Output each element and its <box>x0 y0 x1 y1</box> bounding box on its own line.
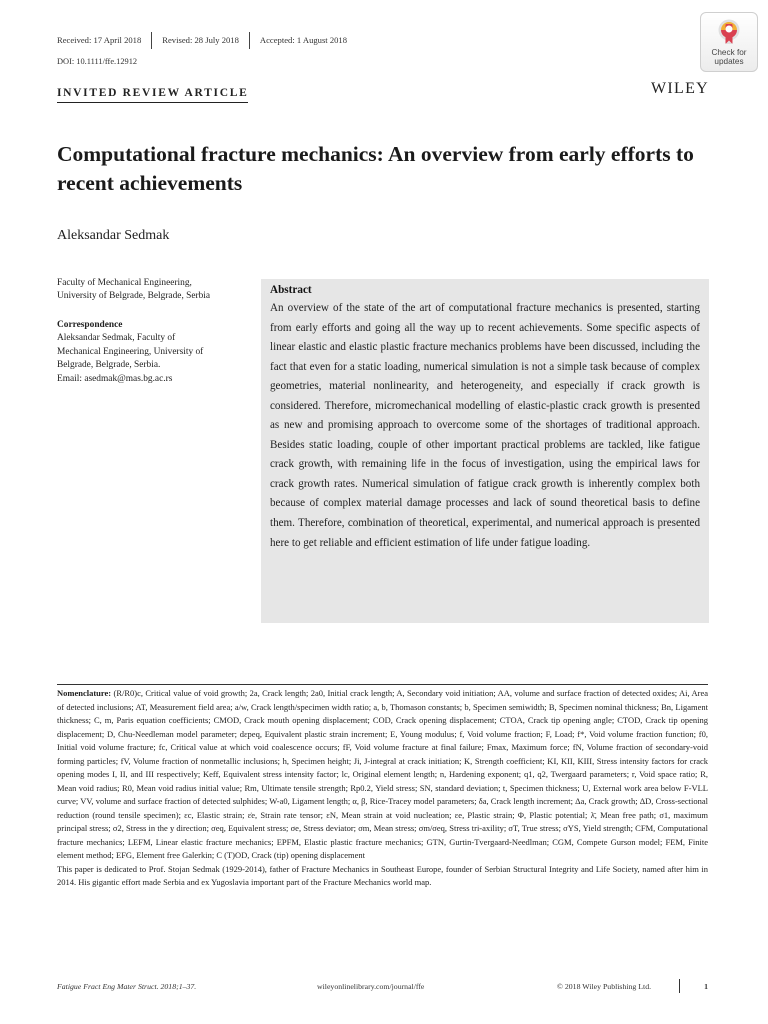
correspondence <box>57 319 249 386</box>
check-for-updates-button[interactable] <box>700 12 758 72</box>
nomenclature-text: (R/R0)c, Critical value of void growth; 2a, Crack length; 2a0, Initial crack length; A, Secondary void initiation; AA, volume and surface fraction of detected oxides; Ai, Area of detected inclusions; AT, Measurement field area; a/w, Crack length/specimen width ratio; a, b, Thomason constants; b, Specimen semiwidth; B, Specimen nominal thickness; Bn, Ligament thickness; C, m, Paris equation coefficients; CMOD, Crack mouth opening displacement; COD, Crack opening displacement; CTOA, Crack tip opening angle; CTOD, Crack tip opening displacement; D, Chu-Needleman model parameter; dεpeq, Equivalent plastic strain increment; E, Young modulus; f, Void volume fraction; F, Load; f*, Void volume fraction function; f0, Initial void volume fracture; fc, Critical value at which void coalescence occurs; fF, Void volume fracture at final failure; Fmax, Maximum force; fN, Volume fraction of secondary-void forming particles; fV, Volume fraction of nonmetallic inclusions; h, Specimen height; Ji, J-integral at crack initiation; K, Strength coefficient; KI, KII, KIII, Stress intensity factors for crack opening modes I, II, and III respectively; Keff, Equivalent stress intensity factor; lc, Original element length; n, Hardening exponent; q1, q2, Twergaard parameters; r, Void space ratio; R, Mean void radius; R0, Mean void radius initial value; Rm, Ultimate tensile strength; Rp0.2, Yield stress; SN, standard deviation; t, Specimen thickness; U, External work area below F-VLL curve; VV, volume and surface fraction of detected sulphides; W-a0, Ligament length; α, β, Rice-Tracey model parameters; δa, Crack length increment; Δa, Crack growth; ΔD, Cross-sectional reduction (round tensile specimen); εc, Elastic strain; ε̇e, Strain rate tensor; εN, Mean strain at void nucleation; εe, Plastic strain; Φ, Plastic potential; λ̄, Mean free path; σ1, maximum principal stress; σ2, Stress in the y direction; σeq, Equivalent stress; σe, Stress deviator; σm, Mean stress; σm/σeq, Stress tri-axility; σT, True stress; σYS, Yield strength; CFM, Computational fracture mechanics; LEFM, Linear elastic fracture mechanics; EPFM, Elastic plastic fracture mechanics; GTN, Gurtin-Tvergaard-Needlman; CGM, Compete Gurson model; FEM, Finite element method; EFG, Element free Galerkin; C (T)OD, Crack (tip) opening displacement <box>57 688 709 860</box>
author-name[interactable]: Aleksandar Sedmak <box>57 228 170 243</box>
publisher-logo: WILEY <box>650 80 709 97</box>
dedication-text: This paper is dedicated to Prof. Stojan Sedmak (1929-2014), father of Fracture Mechanics in Southeast Europe, founder of Serbian Structural Integrity and Life Society, named after him in 2014. His gigantic effort made Serbia and ex Yugoslavia important part of the Fracture Mechanics world map. <box>57 863 708 887</box>
nomenclature-paragraph <box>57 687 708 863</box>
footer-divider <box>679 979 680 993</box>
doi-link[interactable]: DOI: 10.1111/ffe.12912 <box>57 57 138 66</box>
abstract-text: An overview of the state of the art of computational fracture mechanics is presented, starting from early efforts and going all the way up to recent achievements. Some specific aspects of linear elastic and elastic plastic fracture mechanics problems have been discussed, including the fact that even for a static loading, numerical simulation is not a simple task because of complex geometries, material nonlinearity, and heterogeneity, and especially if crack growth is considered. Therefore, micromechanical modelling of elastic-plastic crack growth is presented as new and promising approach to overcome some of the shortages of traditional approach. Besides static loading, couple of other important practical problems are tackled, like fatigue crack growth, with remaining life in the focus of investigation, using the empirical laws for crack growth rates. Numerical simulation of fatigue crack growth is inherently complex both because of complex material damage processes and lack of sound theoretical basis to define them. Therefore, combination of theoretical, experimental, and numerical approach is presented here to get reliable and efficient estimation of life under fatigue loading. <box>270 302 700 549</box>
abstract-box <box>261 279 709 623</box>
check-updates-line2: updates <box>714 57 744 66</box>
revised-date: Revised: 28 July 2018 <box>151 32 249 49</box>
article-dates <box>57 32 357 49</box>
correspondence-line: Belgrade, Belgrade, Serbia. <box>57 360 161 371</box>
correspondence-email[interactable]: Email: asedmak@mas.bg.ac.rs <box>57 373 173 384</box>
article-type-label: INVITED REVIEW ARTICLE <box>57 87 248 103</box>
accepted-date: Accepted: 1 August 2018 <box>249 32 357 49</box>
nomenclature-section <box>57 684 708 890</box>
correspondence-line: Aleksandar Sedmak, Faculty of <box>57 333 176 344</box>
correspondence-heading: Correspondence <box>57 320 123 330</box>
affiliation <box>57 277 247 304</box>
copyright-notice: © 2018 Wiley Publishing Ltd. <box>557 982 652 991</box>
article-title: Computational fracture mechanics: An overview from early efforts to recent achievements <box>57 142 694 195</box>
abstract-heading: Abstract <box>270 284 312 296</box>
journal-url[interactable]: wileyonlinelibrary.com/journal/ffe <box>317 982 425 991</box>
affiliation-line: University of Belgrade, Belgrade, Serbia <box>57 291 211 302</box>
page-number: 1 <box>704 982 708 991</box>
correspondence-line: Mechanical Engineering, University of <box>57 346 204 357</box>
affiliation-line: Faculty of Mechanical Engineering, <box>57 278 192 288</box>
crossmark-icon <box>717 18 741 46</box>
received-date: Received: 17 April 2018 <box>57 35 142 45</box>
check-updates-line1: Check for <box>711 48 747 57</box>
journal-citation: Fatigue Fract Eng Mater Struct. 2018;1–37. <box>57 982 197 991</box>
nomenclature-heading: Nomenclature: <box>57 688 112 698</box>
